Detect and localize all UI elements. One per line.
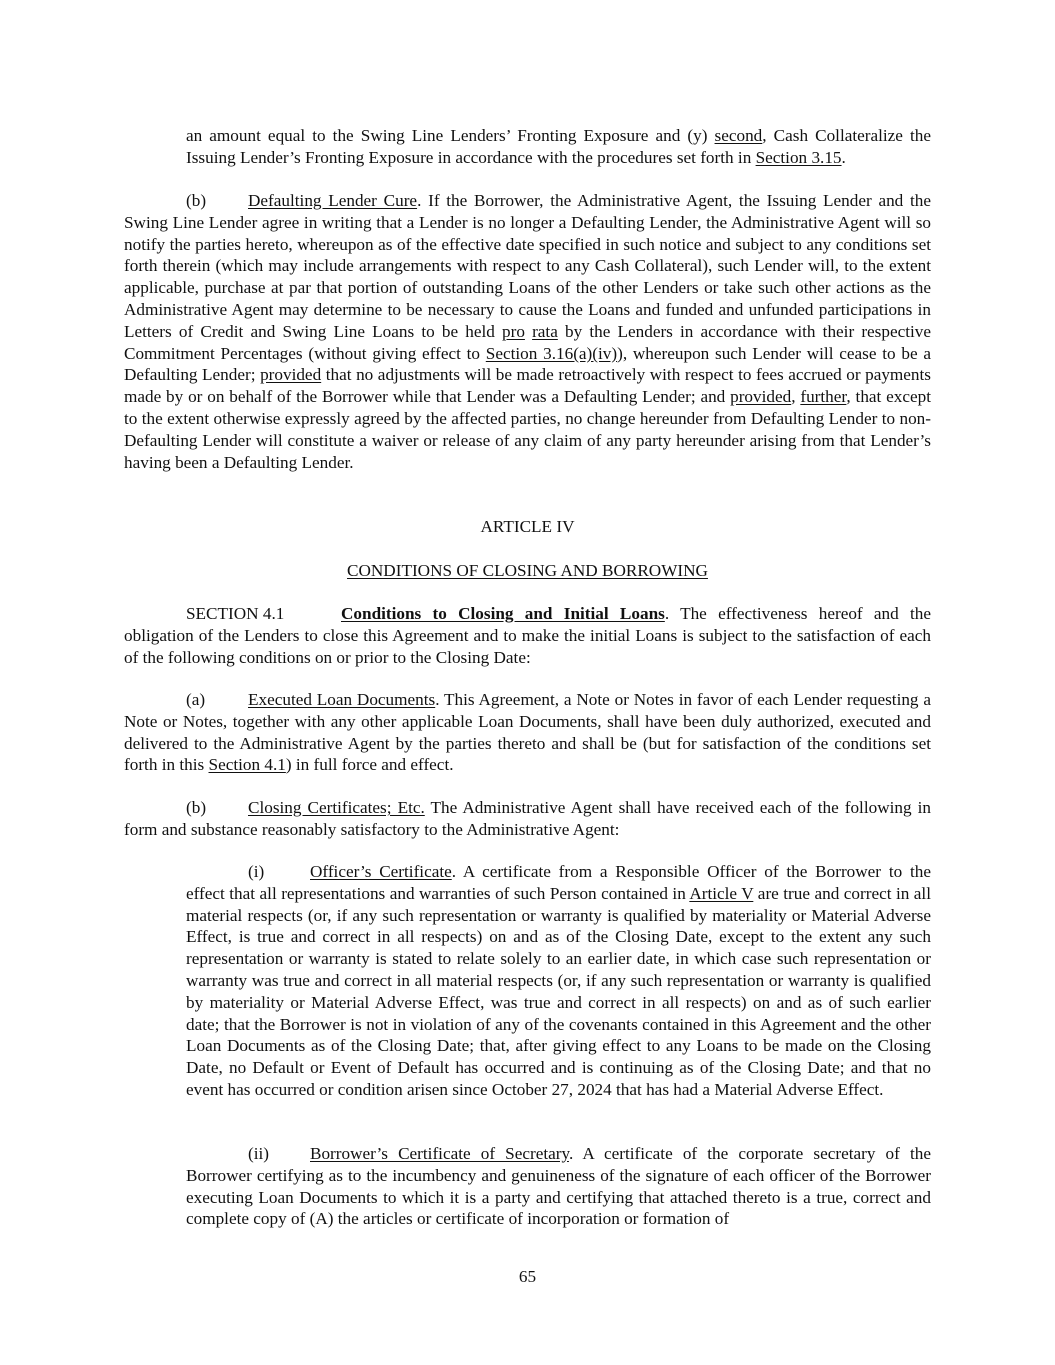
cure-text-2: by the Lenders in accordance with their respective Commitment Percentages (without giving effect to <box>124 321 931 363</box>
item-b-paragraph <box>124 797 931 841</box>
cure-label: (b) <box>186 191 207 210</box>
item-i-heading: Officer’s Certificate <box>310 862 452 881</box>
item-b-text: The Administrative Agent shall have received each of the following in form and substance reasonably satisfactory to the Administrative Agent: <box>124 798 931 839</box>
pro-term: pro <box>502 321 525 341</box>
provided-term: provided <box>260 365 322 385</box>
article-title-text: CONDITIONS OF CLOSING AND BORROWING <box>347 561 708 580</box>
item-ii-text: . A certificate of the corporate secretary of the Borrower certifying as to the incumbency and genuineness of the signature of each officer of the Borrower executing Loan Documents to which it is a party and certifying that attached thereto is a true, correct and complete copy of (A) the articles or certificate of incorporation or formation of <box>186 1144 931 1229</box>
item-a-paragraph <box>124 689 931 776</box>
section-4-1-heading: Conditions to Closing and Initial Loans <box>341 604 665 623</box>
carry-over-text-2: , Cash Collateralize the Issuing Lender’s Fronting Exposure in accordance with the procedures set forth in <box>186 126 931 167</box>
section-3-15-reference: Section 3.15 <box>755 147 842 167</box>
item-i-text-1: . A certificate from a Responsible Officer of the Borrower to the effect that all representations and warranties of such Person contained in <box>186 862 932 903</box>
item-a-label: (a) <box>186 690 206 709</box>
further-term: further <box>800 387 847 407</box>
section-4-1-text: . The effectiveness hereof and the obligation of the Lenders to close this Agreement and to make the initial Loans is subject to the satisfaction of each of the following conditions on or prior to the Closing Date: <box>124 604 931 667</box>
article-title <box>0 560 1055 582</box>
carry-over-text-1: an amount equal to the Swing Line Lenders’ Fronting Exposure and (y) <box>186 126 715 145</box>
item-a-text-2: ) in full force and effect. <box>285 755 454 775</box>
cure-text-5: , <box>791 387 801 407</box>
second-term: second <box>714 126 763 145</box>
item-b-heading: Closing Certificates; Etc. <box>248 798 425 817</box>
section-3-16-reference: Section 3.16(a)(iv) <box>485 343 618 363</box>
section-4-1-reference: Section 4.1 <box>208 755 286 775</box>
cure-space <box>525 322 532 341</box>
cure-text-6: , that except to the extent otherwise expressly agreed by the affected parties, no change hereunder from Defaulting Lender to non-Defaulting Lender will constitute a waiver or release of any claim of any party hereunder arising from that Lender’s having been a Defaulting Lender. <box>124 387 932 472</box>
cure-text-4: that no adjustments will be made retroactively with respect to fees accrued or payments made by or on behalf of the Borrower while that Lender was a Defaulting Lender; and <box>124 365 931 407</box>
carry-over-paragraph <box>186 125 931 169</box>
section-4-1-paragraph <box>124 603 931 668</box>
item-i-text-2: are true and correct in all material respects (or, if any such representation or warranty is qualified by materiality or Material Adverse Effect, is true and correct in all respects) on and as of the Closing Date, except to the extent any such representation or warranty is stated to relate solely to an earlier date, in which case such representation or warranty was true and correct in all material respects (or, if any such representation or warranty is qualified by materiality or Material Adverse Effect, was true and correct in all respects) on and as of such earlier date; that the Borrower is not in violation of any of the covenants contained in this Agreement and the other Loan Documents as of the Closing Date; that, after giving effect to any Loans to be made on the Closing Date, no Default or Event of Default has occurred and is continuing as of the Closing Date; and that no event has occurred or condition arisen since October 27, 2024 that has had a Material Adverse Effect. <box>186 883 931 1099</box>
cure-heading: Defaulting Lender Cure <box>248 191 418 210</box>
item-ii-heading: Borrower’s Certificate of Secretary <box>310 1144 569 1163</box>
section-4-1-label: SECTION 4.1 <box>186 604 285 623</box>
item-a-text-1: . This Agreement, a Note or Notes in favor of each Lender requesting a Note or Notes, together with any other applicable Loan Documents, shall have been duly authorized, executed and delivered to the Administrative Agent by the parties thereto and shall be (but for satisfaction of the conditions set forth in this <box>124 690 931 775</box>
defaulting-lender-cure-paragraph <box>124 190 931 473</box>
cure-text-3: ), whereupon such Lender will cease to be a Defaulting Lender; <box>124 343 932 385</box>
rata-term: rata <box>532 321 558 341</box>
provided-term-2: provided <box>730 387 792 407</box>
cure-text-1: . If the Borrower, the Administrative Agent, the Issuing Lender and the Swing Line Lender agree in writing that a Lender is no longer a Defaulting Lender, the Administrative Agent will so notify the parties hereto, whereupon as of the effective date specified in such notice and subject to any conditions set forth therein (which may include arrangements with respect to any Cash Collateral), such Lender will, to the extent applicable, purchase at par that portion of outstanding Loans of the other Lenders or take such other actions as the Administrative Agent may determine to be necessary to cause the Loans and funded and unfunded participations in Letters of Credit and Swing Line Loans to be held <box>124 191 932 341</box>
item-i-paragraph <box>186 861 931 1101</box>
item-ii-label: (ii) <box>248 1144 269 1163</box>
article-number: ARTICLE IV <box>480 517 575 536</box>
item-i-label: (i) <box>248 862 265 881</box>
page-number: 65 <box>518 1267 537 1286</box>
item-b-label: (b) <box>186 798 207 817</box>
item-a-heading: Executed Loan Documents <box>248 690 436 709</box>
article-v-reference: Article V <box>689 883 754 903</box>
carry-over-text-3: . <box>841 147 846 167</box>
item-ii-paragraph <box>186 1143 931 1230</box>
